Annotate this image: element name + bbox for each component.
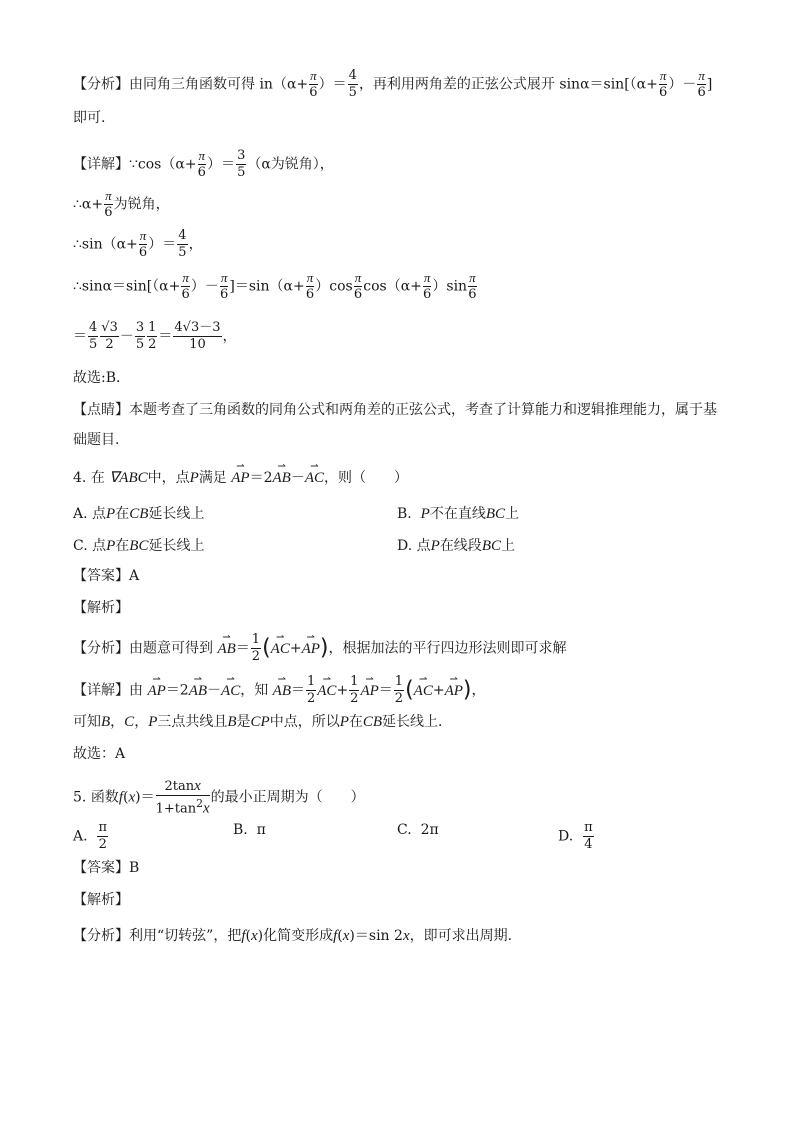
q5-option-d[interactable]: D. $\frac{\pi}{4}$ bbox=[558, 820, 593, 852]
q4-option-d[interactable]: D. 点P在线段BC上 bbox=[397, 538, 515, 554]
q4-option-b[interactable]: B. P不在直线BC上 bbox=[397, 506, 519, 522]
fraction: $\frac{1}{2}$ bbox=[350, 674, 359, 706]
q5-stem: 5. 函数f(x)＝ $\frac{2\tan x}{1+\tan^2x}$ 的最小正周期为（ ） bbox=[73, 778, 365, 817]
q4-choose: 故选：A bbox=[73, 746, 126, 762]
fraction: $\frac{\pi}{6}$ bbox=[104, 188, 113, 220]
fraction: $\frac{\pi}{6}$ bbox=[181, 270, 190, 302]
q3-point-end: 础题目. bbox=[73, 432, 120, 448]
fraction: $\frac{4}{5}$ bbox=[89, 320, 98, 352]
fraction: $\frac{\pi}{6}$ bbox=[305, 270, 315, 302]
q4-option-a[interactable]: A. 点P在CB延长线上 bbox=[73, 506, 205, 522]
answer-tag: 【答案】 bbox=[73, 860, 129, 876]
vector: ⇀ AB bbox=[273, 468, 291, 488]
q5-analysis: 【分析】利用“切转弦”，把f(x)化简变形成f(x)＝sin 2x，即可求出周期. bbox=[73, 928, 513, 944]
fraction: $\frac{3}{5}$ bbox=[135, 320, 145, 352]
q3-step4: ＝ $\frac{4}{5}$ $\frac{√3}{2}$ － $\frac{3}{5}$ $\frac{1}{2}$ ＝ $\frac{4√3-3}{10}$ ， bbox=[73, 320, 237, 352]
fraction: $\frac{\pi}{6}$ bbox=[197, 148, 206, 180]
fraction: $\frac{\pi}{6}$ bbox=[697, 68, 706, 100]
analysis-tag: 【分析】 bbox=[73, 928, 129, 944]
q5-jiexi bbox=[73, 890, 734, 910]
fraction: $\frac{\pi}{6}$ bbox=[220, 270, 229, 302]
vector: ⇀ AC bbox=[305, 468, 324, 488]
q4-jiexi bbox=[73, 598, 734, 618]
fraction: $\frac{\pi}{6}$ bbox=[658, 68, 668, 100]
fraction: $\frac{1}{2}$ bbox=[251, 632, 261, 664]
fraction: $\frac{\pi}{6}$ bbox=[468, 270, 477, 302]
q5-option-c[interactable]: C. 2π bbox=[397, 822, 439, 838]
fraction: $\frac{\pi}{6}$ bbox=[353, 270, 363, 302]
fraction: $\frac{√3}{2}$ bbox=[101, 320, 118, 352]
fraction: $\frac{1}{2}$ bbox=[394, 674, 404, 706]
answer-tag: 【答案】 bbox=[73, 568, 129, 584]
jiexi-tag: 【解析】 bbox=[73, 600, 129, 616]
q4-detail: 【详解】由 ⇀ AP＝2⇀ AB－⇀ AC，知 ⇀ AB＝ $\frac{1}{2}$ ⇀ AC+ $\frac{1}{2}$ ⇀ AP＝ $\frac{1}{2}$ (⇀ AC+⇀ AP)， bbox=[73, 674, 734, 707]
analysis-tag: 【分析】 bbox=[73, 640, 129, 657]
fraction: $\frac{1}{2}$ bbox=[306, 674, 316, 706]
fraction: $\frac{4}{5}$ bbox=[348, 68, 357, 100]
fraction: $\frac{4}{5}$ bbox=[178, 228, 187, 260]
q3-analysis-line: 【分析】由同角三角函数可得 in（α+ $\frac{\pi}{6}$ ）＝ $\frac{4}{5}$ ，再利用两角差的正弦公式展开 sinα＝sin[（α+ $\frac{\pi}{6}$ ）－ $\frac{\pi}{6}$ ] bbox=[73, 68, 713, 100]
detail-tag: 【详解】 bbox=[73, 682, 129, 699]
q5-option-a[interactable]: A. $\frac{\pi}{2}$ bbox=[73, 820, 108, 852]
fraction: $\frac{4√3-3}{10}$ bbox=[174, 320, 221, 352]
q3-step2: ∴sin（α+ $\frac{\pi}{6}$ ）＝ $\frac{4}{5}$ ， bbox=[73, 228, 203, 260]
q4-conclude: 可知B，C，P三点共线且B是CP中点，所以P在CB延长线上． bbox=[73, 714, 453, 730]
jiexi-tag: 【解析】 bbox=[73, 892, 129, 908]
q3-detail-line: 【详解】∵cos（α+ $\frac{\pi}{6}$ ）＝ $\frac{3}{5}$ （α为锐角）， bbox=[73, 148, 334, 180]
q4-answer: 【答案】A bbox=[73, 568, 140, 584]
fraction: $\frac{2\tan x}{1+\tan^2x}$ bbox=[155, 778, 210, 817]
analysis-tag: 【分析】 bbox=[73, 76, 129, 93]
fraction: $\frac{3}{5}$ bbox=[237, 148, 246, 180]
q3-point-line: 【点睛】本题考查了三角函数的同角公式和两角差的正弦公式，考查了计算能力和逻辑推理能力，属于基 bbox=[73, 402, 717, 418]
q5-option-b[interactable]: B. π bbox=[233, 822, 266, 838]
fraction: $\frac{\pi}{6}$ bbox=[422, 270, 432, 302]
point-tag: 【点睛】 bbox=[73, 402, 129, 418]
vector: ⇀ AP bbox=[231, 468, 249, 488]
q3-step3: ∴sinα＝sin[（α+ $\frac{\pi}{6}$ ）－ $\frac{\pi}{6}$ ]＝sin（α+ $\frac{\pi}{6}$ ）cos $\frac{\pi}{6}$ cos（α+ $\frac{\pi}{6}$ ）sin $\frac{\pi}{6}$ bbox=[73, 270, 477, 302]
detail-tag: 【详解】 bbox=[73, 156, 129, 173]
fraction: $\frac{\pi}{6}$ bbox=[309, 68, 318, 100]
fraction: $\frac{1}{2}$ bbox=[148, 320, 157, 352]
fraction: $\frac{\pi}{6}$ bbox=[138, 228, 148, 260]
q5-answer: 【答案】B bbox=[73, 860, 140, 876]
q4-option-c[interactable]: C. 点P在BC延长线上 bbox=[73, 538, 205, 554]
q3-analysis-end: 即可. bbox=[73, 110, 106, 126]
vector: ⇀ AB bbox=[217, 639, 235, 659]
q4-stem: 4. 在 ∇ABC中，点P满足 ⇀ AP＝2⇀ AB－⇀ AC，则（ ） bbox=[73, 468, 734, 488]
q3-choose: 故选:B． bbox=[73, 370, 131, 386]
q4-analysis: 【分析】由题意可得到 ⇀ AB＝ $\frac{1}{2}$ (⇀ AC+⇀ AP)，根据加法的平行四边形法则即可求解 bbox=[73, 632, 734, 665]
q3-step1: ∴α+ $\frac{\pi}{6}$ 为锐角， bbox=[73, 188, 170, 220]
